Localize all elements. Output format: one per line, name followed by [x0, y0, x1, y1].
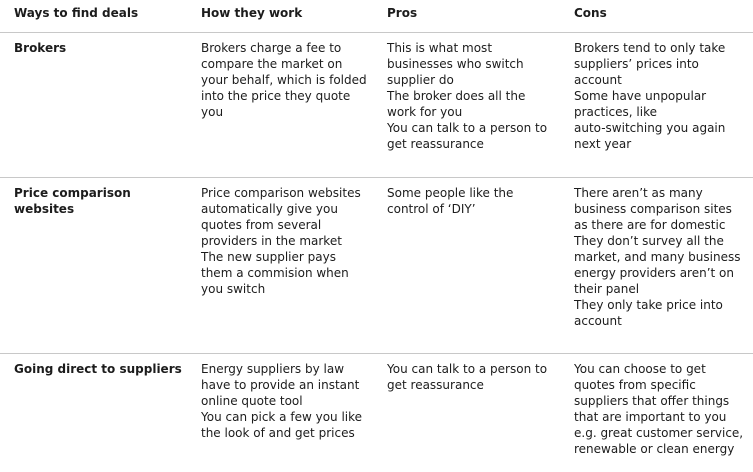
row-pros: You can talk to a person to get reassurance	[387, 362, 548, 392]
header-how-they-work: How they work	[201, 6, 303, 20]
header-ways-to-find-deals: Ways to find deals	[14, 6, 139, 20]
header-cons: Cons	[574, 6, 607, 20]
table-row	[0, 354, 753, 472]
row-how-they-work: Price comparison websites automatically give you quotes from several providers in the market The new supplier pays them a commision when you switch	[201, 186, 361, 296]
row-method: Brokers	[14, 41, 67, 55]
table-row	[0, 33, 753, 177]
table-row	[0, 178, 753, 353]
table-header-row	[0, 0, 753, 32]
row-cons: You can choose to get quotes from specific suppliers that offer things that are important to you e.g. great customer service, renewable or clean energy	[574, 362, 744, 456]
header-pros: Pros	[387, 6, 418, 20]
row-how-they-work: Energy suppliers by law have to provide an instant online quote tool You can pick a few you like the look of and get prices	[201, 362, 363, 440]
row-method: Going direct to suppliers	[14, 362, 182, 376]
row-pros: This is what most businesses who switch supplier do The broker does all the work for you You can talk to a person to get reassurance	[387, 41, 548, 151]
row-cons: Brokers tend to only take suppliers’ prices into account Some have unpopular practices, like auto-switching you again next year	[574, 41, 726, 151]
row-how-they-work: Brokers charge a fee to compare the market on your behalf, which is folded into the price they quote you	[201, 41, 367, 119]
row-method: Price comparison websites	[14, 186, 131, 216]
row-pros: Some people like the control of ‘DIY’	[387, 186, 514, 216]
row-cons: There aren’t as many business comparison sites as there are for domestic They don’t survey all the market, and many business energy providers aren’t on their panel They only take price into account	[574, 186, 741, 328]
